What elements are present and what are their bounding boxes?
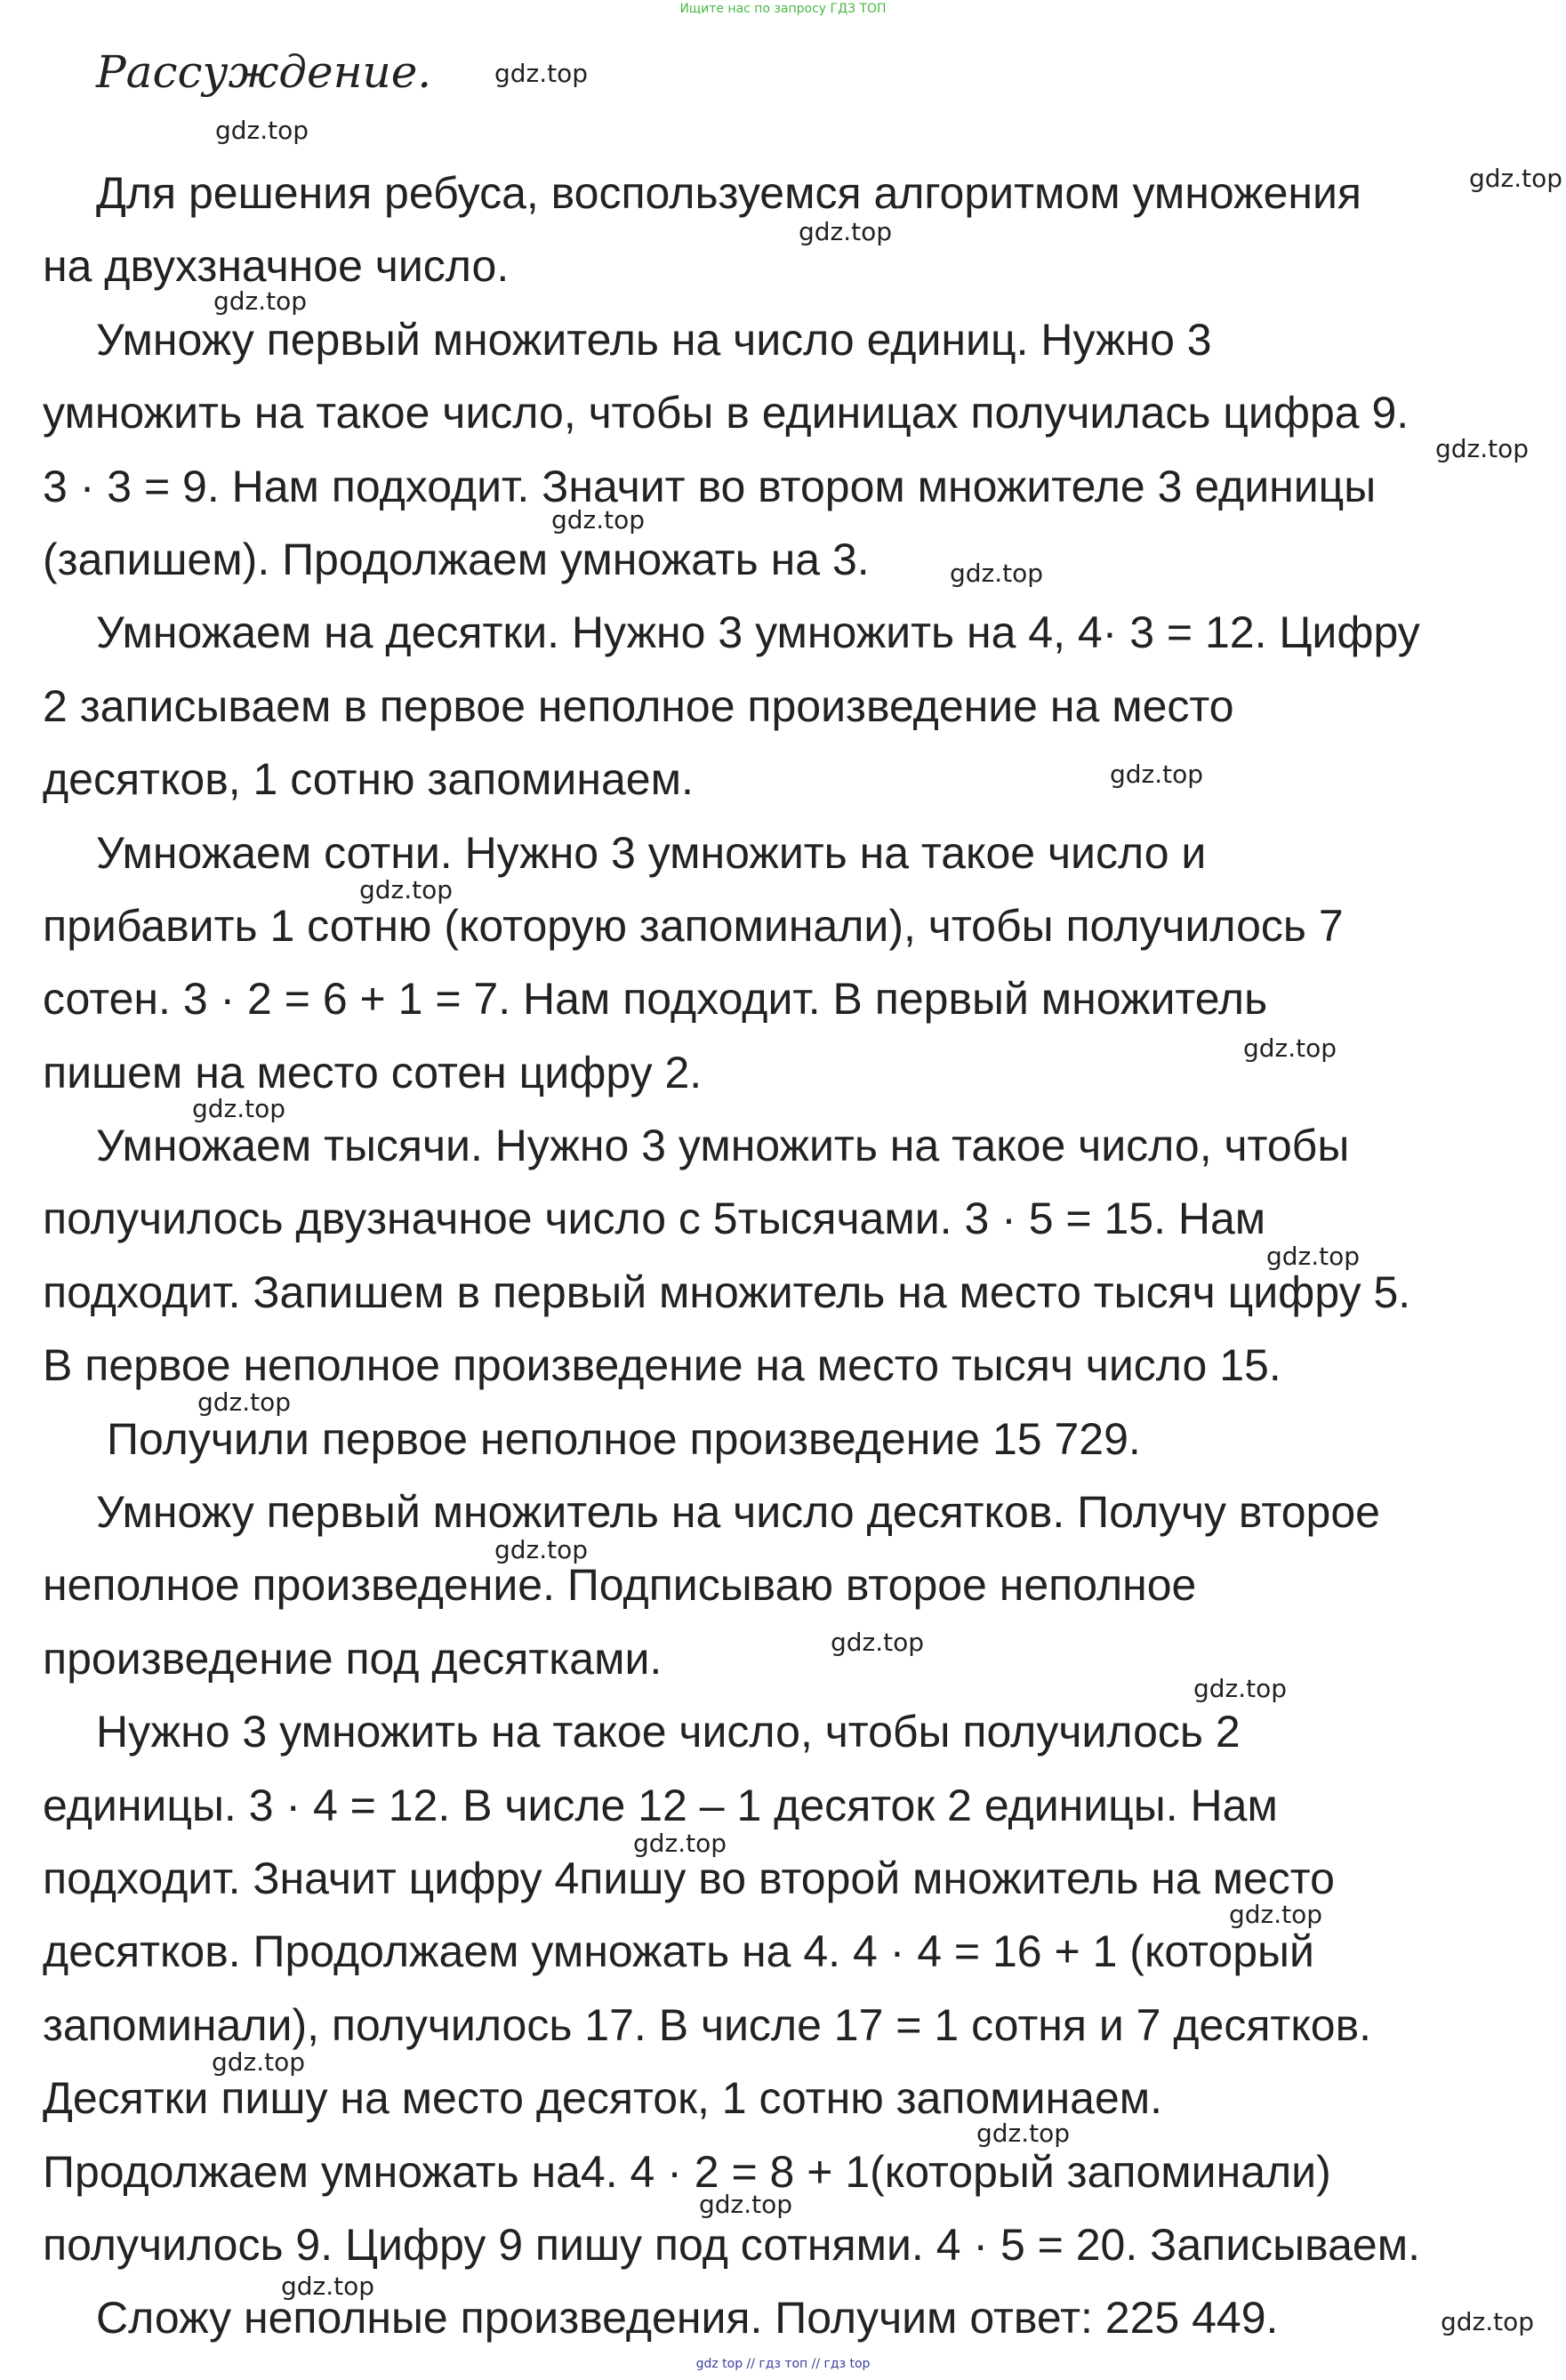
watermark: gdz.top bbox=[1441, 2307, 1535, 2336]
watermark: gdz.top bbox=[494, 59, 589, 88]
watermark: gdz.top bbox=[1435, 434, 1530, 463]
text-line: Нужно 3 умножить на такое число, чтобы получилось 2 bbox=[96, 1707, 1241, 1757]
watermark: gdz.top bbox=[215, 116, 309, 145]
watermark: gdz.top bbox=[192, 1094, 286, 1123]
watermark: gdz.top bbox=[1266, 1242, 1361, 1271]
text-line: десятков. Продолжаем умножать на 4. 4 · 4 = 16 + 1 (который bbox=[43, 1926, 1314, 1977]
text-line: 3 · 3 = 9. Нам подходит. Значит во втором множителе 3 единицы bbox=[43, 461, 1377, 511]
watermark: gdz.top bbox=[197, 1387, 292, 1417]
text-line: Умножу первый множитель на число единиц. Нужно 3 bbox=[96, 314, 1212, 365]
watermark: gdz.top bbox=[1243, 1033, 1337, 1063]
watermark: gdz.top bbox=[699, 2190, 793, 2219]
watermark: gdz.top bbox=[950, 559, 1044, 588]
text-line: Умножу первый множитель на число десятков. Получу второе bbox=[96, 1487, 1380, 1538]
text-line: подходит. Значит цифру 4пишу во второй множитель на место bbox=[43, 1853, 1335, 1903]
watermark: gdz.top bbox=[831, 1628, 925, 1657]
watermark: gdz.top bbox=[1193, 1674, 1288, 1703]
text-line: десятков, 1 сотню запоминаем. bbox=[43, 754, 694, 805]
watermark: gdz.top bbox=[494, 1535, 589, 1564]
footer-links: gdz top // гдз топ // гдз top bbox=[695, 2357, 871, 2371]
text-line: В первое неполное произведение на место тысяч число 15. bbox=[43, 1340, 1281, 1391]
text-line: Сложу неполные произведения. Получим ответ: 225 449. bbox=[96, 2293, 1279, 2344]
watermark: gdz.top bbox=[1229, 1900, 1323, 1929]
text-line: Умножаем на десятки. Нужно 3 умножить на 4, 4· 3 = 12. Цифру bbox=[96, 607, 1420, 658]
text-line: получилось 9. Цифру 9 пишу под сотнями. 4 · 5 = 20. Записываем. bbox=[43, 2219, 1420, 2270]
text-line: (запишем). Продолжаем умножать на 3. bbox=[43, 534, 870, 584]
text-line: произведение под десятками. bbox=[43, 1633, 663, 1684]
watermark: gdz.top bbox=[799, 217, 893, 246]
watermark: gdz.top bbox=[976, 2119, 1071, 2148]
watermark: gdz.top bbox=[213, 286, 308, 316]
page-title: Рассуждение. bbox=[96, 46, 432, 98]
text-line: прибавить 1 сотню (которую запоминали), чтобы получилось 7 bbox=[43, 900, 1344, 951]
text-line: на двухзначное число. bbox=[43, 241, 510, 292]
text-line: подходит. Запишем в первый множитель на место тысяч цифру 5. bbox=[43, 1266, 1411, 1317]
text-line: Продолжаем умножать на4. 4 · 2 = 8 + 1(который запоминали) bbox=[43, 2146, 1331, 2197]
text-line: 2 записываем в первое неполное произведение на место bbox=[43, 680, 1234, 731]
text-line: Умножаем сотни. Нужно 3 умножить на такое число и bbox=[96, 827, 1207, 878]
watermark: gdz.top bbox=[1469, 164, 1563, 193]
text-line: умножить на такое число, чтобы в единицах получилась цифра 9. bbox=[43, 388, 1409, 438]
watermark: gdz.top bbox=[1110, 760, 1204, 789]
text-line: Умножаем тысячи. Нужно 3 умножить на такое число, чтобы bbox=[96, 1121, 1350, 1171]
text-line: получилось двузначное число с 5тысячами. 3 · 5 = 15. Нам bbox=[43, 1194, 1266, 1244]
watermark: gdz.top bbox=[281, 2271, 375, 2301]
text-line: Десятки пишу на место десяток, 1 сотню запоминаем. bbox=[43, 2073, 1163, 2124]
text-line: Получили первое неполное произведение 15 729. bbox=[107, 1413, 1141, 1464]
watermark: gdz.top bbox=[359, 875, 454, 905]
text-line: Для решения ребуса, воспользуемся алгоритмом умножения bbox=[96, 168, 1361, 218]
text-line: пишем на место сотен цифру 2. bbox=[43, 1047, 703, 1098]
text-line: неполное произведение. Подписываю второе неполное bbox=[43, 1560, 1197, 1611]
text-line: единицы. 3 · 4 = 12. В числе 12 – 1 десяток 2 единицы. Нам bbox=[43, 1780, 1278, 1830]
search-hint-banner: Ищите нас по запросу ГДЗ ТОП bbox=[679, 2, 887, 16]
watermark: gdz.top bbox=[212, 2047, 306, 2077]
watermark: gdz.top bbox=[551, 505, 646, 535]
text-line: запоминали), получилось 17. В числе 17 = 1 сотня и 7 десятков. bbox=[43, 1999, 1372, 2050]
text-line: сотен. 3 · 2 = 6 + 1 = 7. Нам подходит. В первый множитель bbox=[43, 974, 1268, 1025]
watermark: gdz.top bbox=[633, 1829, 727, 1858]
